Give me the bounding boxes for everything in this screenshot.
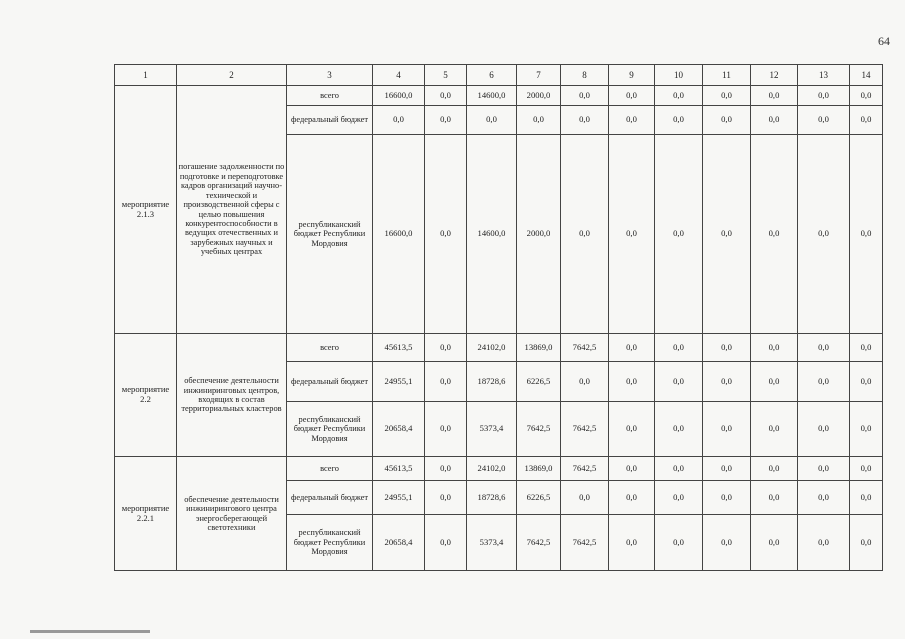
measure-label: мероприятие 2.2 — [115, 334, 177, 457]
funding-source: республиканский бюджет Республики Мордовия — [287, 402, 373, 457]
amount-cell: 0,0 — [609, 86, 655, 106]
amount-cell: 0,0 — [655, 334, 703, 362]
amount-cell: 0,0 — [798, 362, 850, 402]
amount-cell: 0,0 — [655, 106, 703, 135]
table-row — [115, 86, 883, 106]
funding-source: всего — [287, 334, 373, 362]
amount-cell: 0,0 — [798, 86, 850, 106]
amount-cell: 0,0 — [703, 362, 751, 402]
measure-description: погашение задолженности по подготовке и переподготовке кадров организаций научно-технической и производственной сферы с целью повышения конкурентоспособности в ведущих отечественных и зарубежных научных и учебных центрах — [177, 86, 287, 334]
column-header: 7 — [517, 65, 561, 86]
amount-cell: 0,0 — [751, 457, 798, 481]
amount-cell: 18728,6 — [467, 362, 517, 402]
table-body — [115, 86, 883, 571]
amount-cell: 0,0 — [751, 362, 798, 402]
amount-cell: 0,0 — [517, 106, 561, 135]
amount-cell: 0,0 — [609, 106, 655, 135]
amount-cell: 0,0 — [425, 481, 467, 515]
amount-cell: 0,0 — [425, 457, 467, 481]
amount-cell: 0,0 — [751, 86, 798, 106]
amount-cell: 0,0 — [655, 402, 703, 457]
amount-cell: 0,0 — [655, 457, 703, 481]
amount-cell: 0,0 — [751, 106, 798, 135]
amount-cell: 0,0 — [703, 515, 751, 571]
amount-cell: 7642,5 — [561, 402, 609, 457]
amount-cell: 0,0 — [798, 135, 850, 334]
measure-description: обеспечение деятельности инжиниринговых центров, входящих в состав территориальных кластеров — [177, 334, 287, 457]
funding-source: федеральный бюджет — [287, 106, 373, 135]
table-row — [115, 457, 883, 481]
column-header: 8 — [561, 65, 609, 86]
amount-cell: 7642,5 — [517, 515, 561, 571]
page-number: 64 — [878, 34, 890, 48]
amount-cell: 0,0 — [425, 86, 467, 106]
measure-description: обеспечение деятельности инжинирингового центра энергосберегающей светотехники — [177, 457, 287, 571]
column-header: 10 — [655, 65, 703, 86]
amount-cell: 0,0 — [751, 334, 798, 362]
amount-cell: 0,0 — [703, 481, 751, 515]
amount-cell: 0,0 — [850, 362, 883, 402]
amount-cell: 45613,5 — [373, 334, 425, 362]
amount-cell: 0,0 — [561, 106, 609, 135]
funding-source: всего — [287, 86, 373, 106]
amount-cell: 0,0 — [609, 457, 655, 481]
amount-cell: 7642,5 — [517, 402, 561, 457]
funding-source: республиканский бюджет Республики Мордовия — [287, 135, 373, 334]
amount-cell: 5373,4 — [467, 515, 517, 571]
amount-cell: 0,0 — [798, 481, 850, 515]
amount-cell: 24102,0 — [467, 334, 517, 362]
amount-cell: 0,0 — [425, 402, 467, 457]
table-row — [115, 334, 883, 362]
column-header: 12 — [751, 65, 798, 86]
amount-cell: 0,0 — [703, 106, 751, 135]
amount-cell: 0,0 — [850, 106, 883, 135]
amount-cell: 0,0 — [850, 402, 883, 457]
amount-cell: 0,0 — [850, 481, 883, 515]
amount-cell: 0,0 — [561, 481, 609, 515]
amount-cell: 0,0 — [850, 86, 883, 106]
scan-edge-mark — [30, 630, 150, 633]
amount-cell: 24955,1 — [373, 481, 425, 515]
column-header: 1 — [115, 65, 177, 86]
funding-source: федеральный бюджет — [287, 362, 373, 402]
column-header: 4 — [373, 65, 425, 86]
amount-cell: 0,0 — [703, 86, 751, 106]
amount-cell: 7642,5 — [561, 334, 609, 362]
column-header: 3 — [287, 65, 373, 86]
amount-cell: 0,0 — [798, 106, 850, 135]
amount-cell: 0,0 — [425, 362, 467, 402]
amount-cell: 18728,6 — [467, 481, 517, 515]
funding-source: республиканский бюджет Республики Мордовия — [287, 515, 373, 571]
amount-cell: 0,0 — [850, 457, 883, 481]
amount-cell: 0,0 — [850, 515, 883, 571]
column-header: 5 — [425, 65, 467, 86]
amount-cell: 24955,1 — [373, 362, 425, 402]
amount-cell: 0,0 — [609, 362, 655, 402]
column-header: 9 — [609, 65, 655, 86]
amount-cell: 0,0 — [798, 402, 850, 457]
amount-cell: 14600,0 — [467, 135, 517, 334]
amount-cell: 7642,5 — [561, 457, 609, 481]
amount-cell: 0,0 — [751, 402, 798, 457]
header-row — [115, 65, 883, 86]
amount-cell: 0,0 — [655, 135, 703, 334]
amount-cell: 0,0 — [798, 457, 850, 481]
amount-cell: 0,0 — [561, 135, 609, 334]
amount-cell: 5373,4 — [467, 402, 517, 457]
amount-cell: 0,0 — [703, 135, 751, 334]
amount-cell: 0,0 — [751, 135, 798, 334]
amount-cell: 6226,5 — [517, 481, 561, 515]
funding-source: федеральный бюджет — [287, 481, 373, 515]
column-header: 13 — [798, 65, 850, 86]
amount-cell: 0,0 — [655, 515, 703, 571]
amount-cell: 0,0 — [655, 481, 703, 515]
column-header: 2 — [177, 65, 287, 86]
column-header: 11 — [703, 65, 751, 86]
amount-cell: 0,0 — [850, 135, 883, 334]
amount-cell: 0,0 — [798, 515, 850, 571]
amount-cell: 6226,5 — [517, 362, 561, 402]
budget-table — [114, 64, 883, 571]
amount-cell: 0,0 — [655, 86, 703, 106]
amount-cell: 0,0 — [467, 106, 517, 135]
amount-cell: 2000,0 — [517, 135, 561, 334]
funding-source: всего — [287, 457, 373, 481]
measure-label: мероприятие 2.2.1 — [115, 457, 177, 571]
measure-label: мероприятие 2.1.3 — [115, 86, 177, 334]
amount-cell: 16600,0 — [373, 135, 425, 334]
amount-cell: 14600,0 — [467, 86, 517, 106]
amount-cell: 0,0 — [703, 402, 751, 457]
amount-cell: 0,0 — [425, 515, 467, 571]
amount-cell: 0,0 — [798, 334, 850, 362]
amount-cell: 0,0 — [609, 481, 655, 515]
amount-cell: 2000,0 — [517, 86, 561, 106]
amount-cell: 0,0 — [561, 362, 609, 402]
amount-cell: 0,0 — [609, 402, 655, 457]
amount-cell: 13869,0 — [517, 334, 561, 362]
amount-cell: 45613,5 — [373, 457, 425, 481]
amount-cell: 0,0 — [751, 481, 798, 515]
amount-cell: 0,0 — [655, 362, 703, 402]
amount-cell: 0,0 — [373, 106, 425, 135]
amount-cell: 20658,4 — [373, 515, 425, 571]
amount-cell: 20658,4 — [373, 402, 425, 457]
amount-cell: 16600,0 — [373, 86, 425, 106]
amount-cell: 0,0 — [609, 515, 655, 571]
amount-cell: 0,0 — [609, 135, 655, 334]
amount-cell: 0,0 — [425, 135, 467, 334]
amount-cell: 24102,0 — [467, 457, 517, 481]
amount-cell: 0,0 — [751, 515, 798, 571]
amount-cell: 0,0 — [561, 86, 609, 106]
column-header: 14 — [850, 65, 883, 86]
amount-cell: 0,0 — [703, 334, 751, 362]
column-header: 6 — [467, 65, 517, 86]
amount-cell: 7642,5 — [561, 515, 609, 571]
amount-cell: 0,0 — [425, 106, 467, 135]
amount-cell: 13869,0 — [517, 457, 561, 481]
amount-cell: 0,0 — [850, 334, 883, 362]
amount-cell: 0,0 — [425, 334, 467, 362]
amount-cell: 0,0 — [609, 334, 655, 362]
amount-cell: 0,0 — [703, 457, 751, 481]
